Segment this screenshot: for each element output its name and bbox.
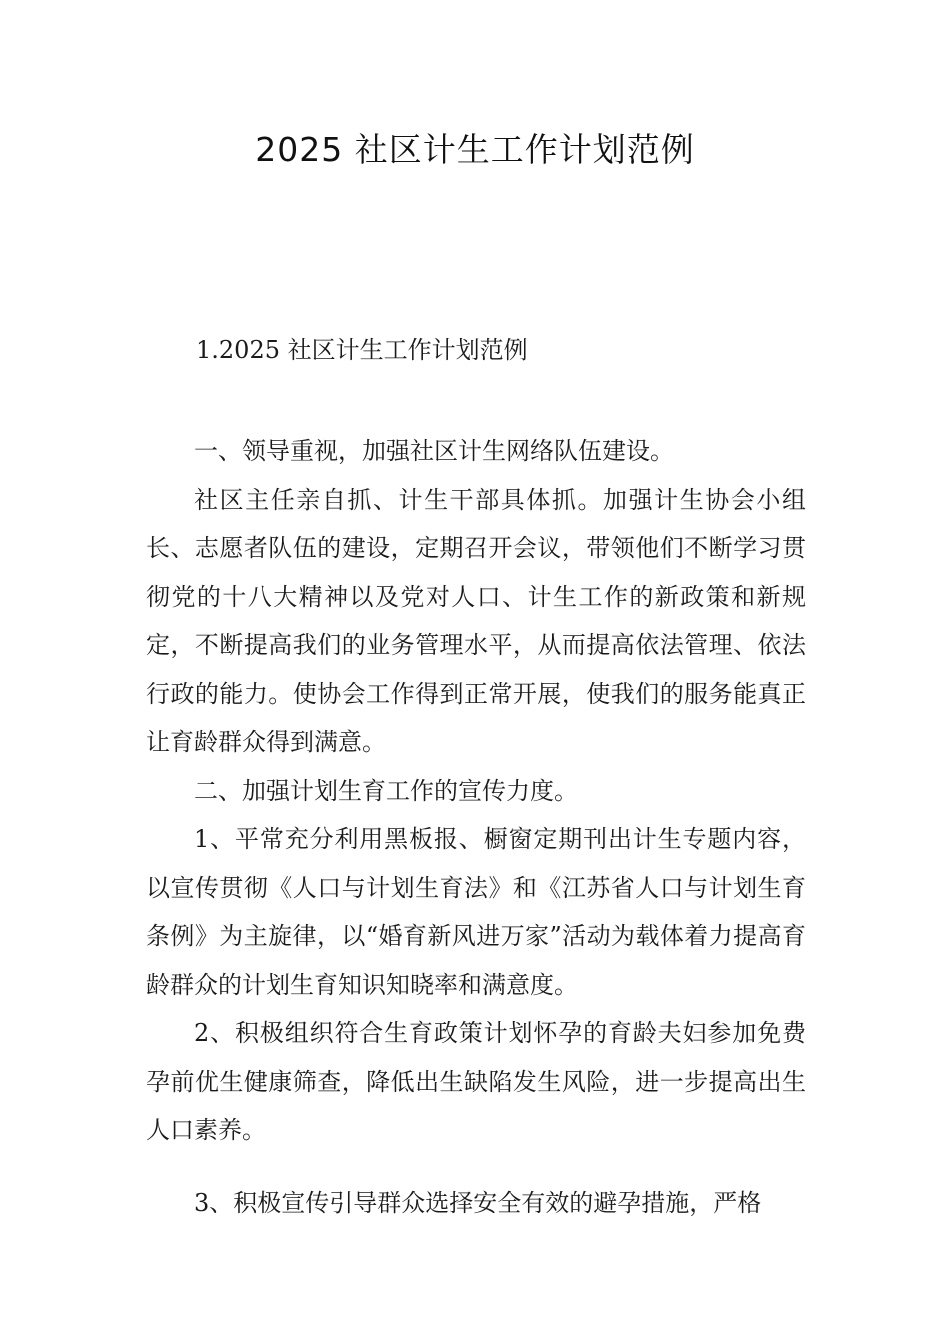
section-heading: 1.2025 社区计生工作计划范例	[196, 336, 528, 364]
document-body	[146, 427, 806, 1227]
paragraph-4: 1、平常充分利用黑板报、橱窗定期刊出计生专题内容，以宣传贯彻《人口与计划生育法》和《江苏省人口与计划生育条例》为主旋律，以“婚育新风进万家”活动为载体着力提高育龄群众的计划生育知识知晓率和满意度。	[146, 825, 806, 999]
document-title: 2025 社区计生工作计划范例	[255, 130, 695, 169]
paragraph-1: 一、领导重视，加强社区计生网络队伍建设。	[194, 437, 674, 465]
paragraph-2: 社区主任亲自抓、计生干部具体抓。加强计生协会小组长、志愿者队伍的建设，定期召开会议，带领他们不断学习贯彻党的十八大精神以及党对人口、计生工作的新政策和新规定，不断提高我们的业务管理水平，从而提高依法管理、依法行政的能力。使协会工作得到正常开展，使我们的服务能真正让育龄群众得到满意。	[146, 485, 806, 756]
paragraph-3: 二、加强计划生育工作的宣传力度。	[194, 776, 578, 805]
paragraph-6: 3、积极宣传引导群众选择安全有效的避孕措施，严格	[194, 1188, 762, 1217]
paragraph-5: 2、积极组织符合生育政策计划怀孕的育龄夫妇参加免费孕前优生健康筛查，降低出生缺陷发生风险，进一步提高出生人口素养。	[146, 1019, 806, 1144]
